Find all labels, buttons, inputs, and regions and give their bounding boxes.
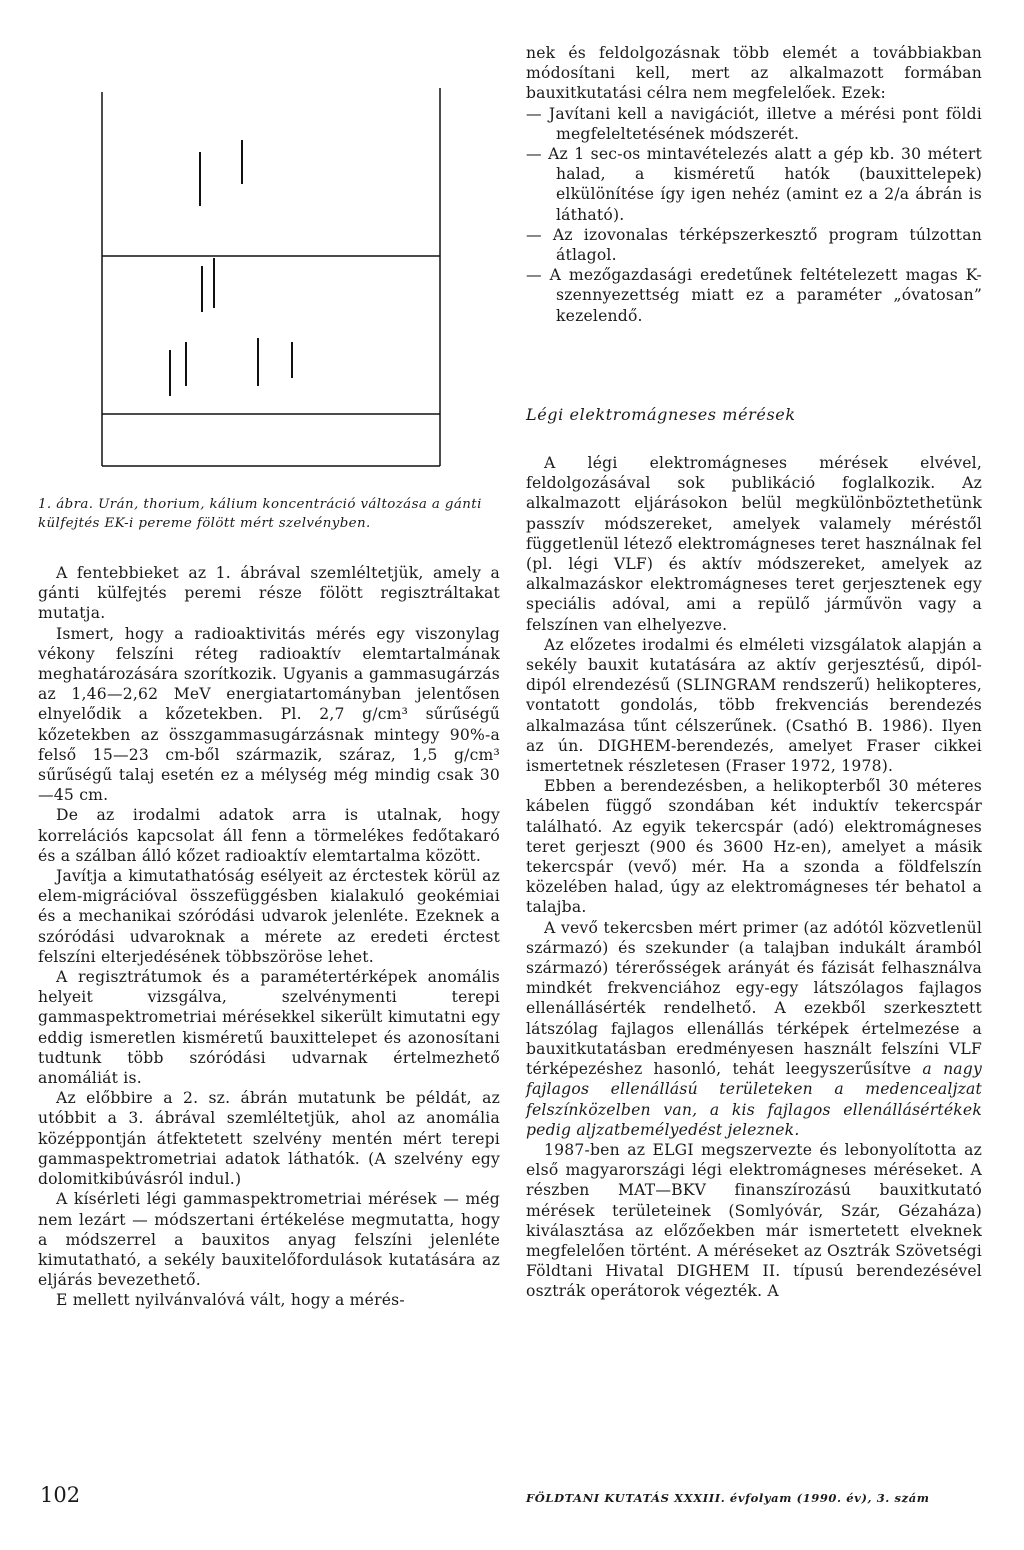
paragraph: A fentebbieket az 1. ábrával szemléltetjük, amely a gánti külfejtés peremi része fölött regisztráltakat mutatja. [38, 564, 500, 623]
figure-caption-label: 1. ábra. [38, 497, 94, 512]
paragraph: E mellett nyilvánvalóvá vált, hogy a mérés- [56, 1291, 405, 1310]
journal-footer: FÖLDTANI KUTATÁS XXXIII. évfolyam (1990. év), 3. szám [526, 1491, 930, 1505]
right-column-top-text [526, 43, 982, 326]
list-item: — A mezőgazdasági eredetűnek feltételezett magas K-szennyezettség miatt ez a paraméter „óvatosan” kezelendő. [526, 266, 982, 325]
paragraph [526, 918, 982, 1140]
paragraph: A légi elektromágneses mérések elvével, feldolgozásával sok publikáció foglalkozik. Az alkalmazott eljárásokon belül megkülönböztethetünk passzív módszereket, amelyek valamely méréstől függetlenül létező elektromágneses teret használnak fel (pl. légi VLF) és aktív módszereket, amelyek az alkalmazáskor elektromágneses teret gerjesztenek egy speciális adóval, ami a repülő járművön vagy a felszínen van elhelyezve. [526, 454, 982, 634]
list-item: — Javítani kell a navigációt, illetve a mérési pont földi megfeleltetésének módszerét. [526, 104, 982, 143]
figure-caption [38, 495, 500, 533]
figure-caption-text: Urán, thorium, kálium koncentráció változása a gánti külfejtés EK-i pereme fölött mért szelvényben. [38, 497, 482, 531]
paragraph: nek és feldolgozásnak több elemét a továbbiakban módosítani kell, mert az alkalmazott formában bauxitkutatási célra nem megfelelőek. Ezek: [526, 44, 982, 103]
paragraph: Az előbbire a 2. sz. ábrán mutatunk be példát, az utóbbit a 3. ábrával szemléltetjük, ahol az anomália középpontján átfektetett szelvény mentén mért terepi gammaspektrometriai adatok láthatók. (A szelvény egy dolomitkibúvásról indul.) [38, 1089, 500, 1189]
emphasized-text: a nagy fajlagos ellenállású területeken a medencealjzat felszínközelben van, a kis fajlagos ellenállásértékek pedig aljzatbemélyedést jeleznek. [526, 1060, 983, 1139]
list-item: — Az izovonalas térképszerkesztő program túlzottan átlagol. [526, 225, 982, 265]
paragraph: Az előzetes irodalmi és elméleti vizsgálatok alapján a sekély bauxit kutatására az aktív gerjesztésű, dipól-dipól elrendezésű (SLINGRAM rendszerű) helikopteres, vontatott gondolás, több frekvenciás berendezés alkalmazása tűnt célszerűnek. (Csathó B. 1986). Ilyen az ún. DIGHEM-berendezés, amelyet Fraser cikkei ismertetnek részletesen (Fraser 1972, 1978). [526, 635, 982, 776]
paragraph: A kísérleti légi gammaspektrometriai mérések — még nem lezárt — módszertani értékelése megmutatta, hogy a módszerrel a bauxitos anyag felszíni jelenléte kimutatható, a sekély bauxitelőfordulások kutatására az eljárás bevezethető. [38, 1190, 500, 1290]
paragraph: 1987-ben az ELGI megszervezte és lebonyolította az első magyarországi légi elektromágneses méréseket. A részben MAT—BKV finanszírozású bauxitkutató mérések területeinek (Somlyóvár, Szár, Gézaháza) kiválasztása az előzőekben már ismertetett elveknek megfelelően történt. A méréseket az Osztrák Szövetségi Földtani Hivatal DIGHEM II. típusú berendezésével osztrák operátorok végezték. A [526, 1140, 982, 1301]
section-heading: Légi elektromágneses mérések [526, 405, 796, 424]
right-column-bottom-text [526, 453, 982, 1302]
paragraph: Ebben a berendezésben, a helikopterből 30 méteres kábelen függő szondában két induktív tekercspár található. Az egyik tekercspár (adó) elektromágneses teret gerjeszt (900 és 3600 Hz-en), amelyet a másik tekercspár (vevő) mér. Ha a szonda a földfelszín közelében halad, úgy az elektromágneses tér behatol a talajba. [526, 777, 982, 917]
page-number: 102 [40, 1483, 81, 1507]
paragraph: Javítja a kimutathatóság esélyeit az érctestek körül az elem-migrációval összefüggésben kialakuló geokémiai és a mechanikai szóródási udvarok jelenléte. Ezeknek a szóródási udvaroknak a mérete az eredeti érctest felszíni elterjedésének többszöröse lehet. [38, 867, 500, 966]
paragraph: Ismert, hogy a radioaktivitás mérés egy viszonylag vékony felszíni réteg radioaktív elemtartalmának meghatározására szorítkozik. Ugyanis a gammasugárzás az 1,46—2,62 MeV energiatartományban jelentősen elnyelődik a kőzetekben. Pl. 2,7 g/cm³ sűrűségű kőzetekben az összgammasugárzásnak mintegy 90%-a felső 15—23 cm-ből származik, száraz, 1,5 g/cm³ sűrűségű talaj esetén ez a mélység még mindig csak 30—45 cm. [38, 624, 500, 805]
figure-1-profile-plot [96, 80, 446, 475]
paragraph-text: A vevő tekercsben mért primer (az adótól közvetlenül származó) és szekunder (a talajban indukált áramból származó) térerősségek arányát és fázisát felhasználva mindkét frekvenciához egy-egy látszólagos fajlagos ellenállásérték rendelhető. A ezekből szerkesztett látszólag fajlagos ellenállás térképek értelmezése a bauxitkutatásban eredményesen használt felszíni VLF térképezéshez hasonló, tehát leegyszerűsítve [526, 918, 982, 1079]
paragraph: De az irodalmi adatok arra is utalnak, hogy korrelációs kapcsolat áll fenn a törmelékes fedőtakaró és a szálban álló kőzet radioaktív elemtartalma között. [38, 806, 500, 865]
left-column-text [38, 563, 500, 1311]
list-item: — Az 1 sec-os mintavételezés alatt a gép kb. 30 métert halad, a kisméretű hatók (bauxittelepek) elkülönítése így igen nehéz (amint ez a 2/a ábrán is látható). [526, 145, 982, 224]
paragraph: A regisztrátumok és a paramétertérképek anomális helyeit vizsgálva, szelvénymenti terepi gammaspektrometriai mérésekkel sikerült kimutatni egy eddig ismeretlen kisméretű bauxittelepet és azonosítani tudtunk több szóródási udvarnak értelmezhető anomáliát is. [38, 968, 500, 1088]
